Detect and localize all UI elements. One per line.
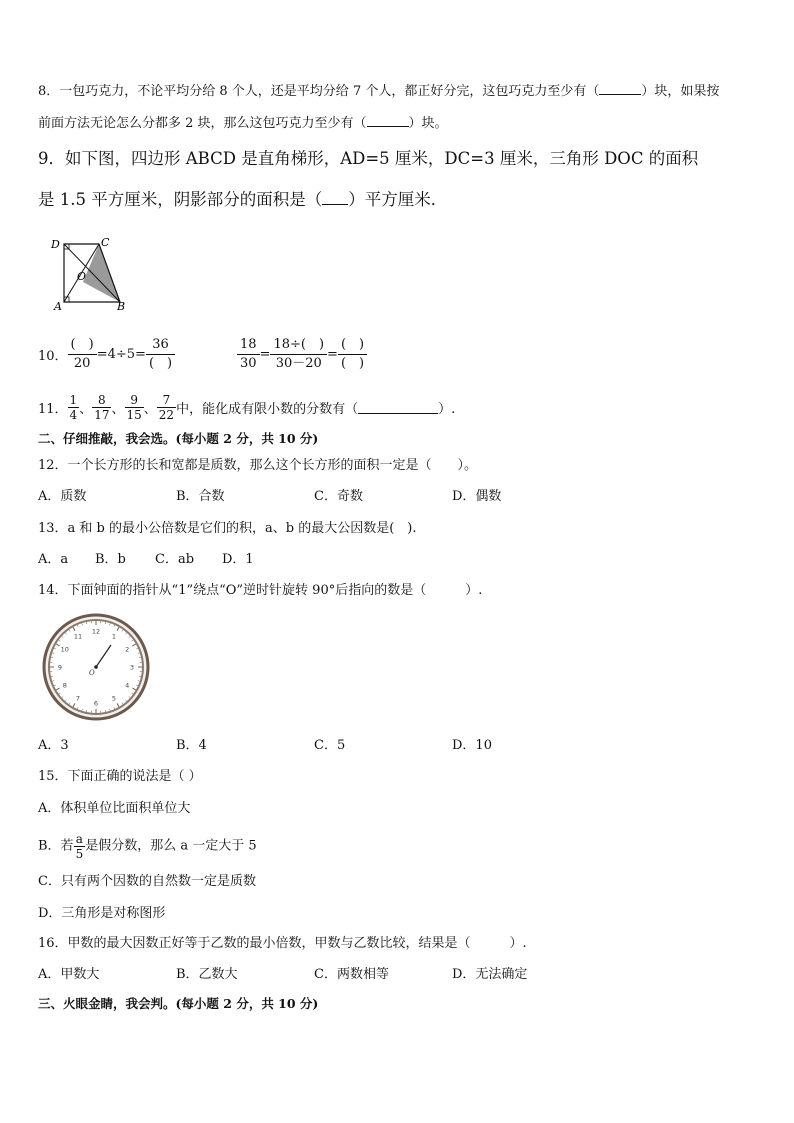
q15-b-num: a xyxy=(74,832,86,847)
q11-fraction-1 xyxy=(68,393,80,422)
q10-fraction-4 xyxy=(270,336,327,373)
question-10 xyxy=(38,336,175,373)
q16-option-b[interactable]: B．乙数大 xyxy=(176,967,238,982)
q13-option-a[interactable]: A．a xyxy=(38,552,69,567)
q11-fraction-4 xyxy=(157,393,176,422)
clock-number: 1 xyxy=(111,632,117,641)
q16-option-a[interactable]: A．甲数大 xyxy=(38,967,100,982)
q11-number: 11． xyxy=(38,402,68,417)
label-o: O xyxy=(77,270,87,283)
q11-f2-den: 17 xyxy=(94,408,110,422)
q15-option-d[interactable]: D．三角形是对称图形 xyxy=(38,906,166,921)
question-10-part-2 xyxy=(237,336,367,373)
q10-g2-den: 30－20 xyxy=(275,356,322,371)
q11-tail-b: ）. xyxy=(438,402,456,417)
clock-number: 3 xyxy=(129,663,135,672)
q11-sep-3: 、 xyxy=(143,402,157,417)
q10-blank-4[interactable]: ( ) xyxy=(338,336,367,355)
q10-fraction-2 xyxy=(146,336,175,373)
q15-option-c[interactable]: C．只有两个因数的自然数一定是质数 xyxy=(38,874,256,889)
q10-mid-text: =4÷5= xyxy=(96,347,146,362)
q16-option-c[interactable]: C．两数相等 xyxy=(314,967,389,982)
q11-sep-2: 、 xyxy=(111,402,125,417)
q8-text-d: ）块。 xyxy=(408,116,448,131)
q9-text-a: 9．如下图，四边形 ABCD 是直角梯形，AD=5 厘米，DC=3 厘米，三角形 DOC 的面积 xyxy=(38,149,699,168)
clock-number: 10 xyxy=(60,645,69,654)
trapezoid-diagram xyxy=(46,234,134,314)
q11-tail-a: 中，能化成有限小数的分数有（ xyxy=(176,402,359,417)
shaded-triangle xyxy=(83,244,120,302)
clock-number: 11 xyxy=(73,632,83,641)
q15-b-text-b: 是假分数，那么 a 一定大于 5 xyxy=(85,838,257,854)
q10-g1-den: 30 xyxy=(240,356,257,371)
q10-fraction-5 xyxy=(338,336,367,373)
question-9-line-1 xyxy=(38,148,698,170)
q10-f2-num: 36 xyxy=(146,336,175,355)
question-8-line-2 xyxy=(38,114,448,133)
q13-option-b[interactable]: B．b xyxy=(95,552,126,567)
question-12-stem: 12．一个长方形的长和宽都是质数，那么这个长方形的面积一定是（ ）。 xyxy=(38,458,478,473)
q8-answer-blank-2[interactable] xyxy=(367,114,409,127)
q11-f3-den: 15 xyxy=(126,408,142,422)
q11-fraction-3 xyxy=(125,393,144,422)
q15-b-den: 5 xyxy=(75,847,84,861)
q10-blank-3[interactable]: 18÷( ) xyxy=(270,336,327,355)
q11-answer-blank[interactable] xyxy=(358,401,438,414)
q10-equals-2: = xyxy=(327,347,338,362)
q15-b-text-a: B．若 xyxy=(38,838,74,854)
label-a: A xyxy=(54,300,62,313)
q10-blank-2[interactable]: ( ) xyxy=(148,356,173,371)
q9-text-b: 是 1.5 平方厘米，阴影部分的面积是（ xyxy=(38,190,323,209)
q12-option-c[interactable]: C．奇数 xyxy=(314,489,363,504)
q10-blank-1[interactable]: ( ) xyxy=(68,336,97,355)
question-11 xyxy=(38,393,455,422)
q12-option-a[interactable]: A．质数 xyxy=(38,489,87,504)
q11-fraction-2 xyxy=(92,393,111,422)
q10-equals-1: = xyxy=(259,347,271,362)
q8-text-a: 8．一包巧克力，不论平均分给 8 个人，还是平均分给 7 个人，都正好分完，这包巧克力至少有（ xyxy=(38,84,600,99)
question-16-stem: 16．甲数的最大因数正好等于乙数的最小倍数，甲数与乙数比较，结果是（ ）. xyxy=(38,936,527,951)
q15-option-a[interactable]: A．体积单位比面积单位大 xyxy=(38,801,191,816)
q11-f2-num: 8 xyxy=(92,393,111,408)
q13-option-c[interactable]: C．ab xyxy=(155,552,195,567)
q10-number: 10． xyxy=(38,349,68,364)
clock-number: 8 xyxy=(62,681,67,690)
q10-blank-5[interactable]: ( ) xyxy=(340,356,365,371)
q10-g1-num: 18 xyxy=(237,336,260,355)
q11-f4-num: 7 xyxy=(157,393,176,408)
q10-f1-den: 20 xyxy=(73,356,91,371)
q11-f1-den: 4 xyxy=(69,408,78,422)
question-14-stem: 14．下面钟面的指针从“1”绕点“O”逆时针旋转 90°后指向的数是（ ）. xyxy=(38,583,483,598)
q11-sep-1: 、 xyxy=(79,402,93,417)
q14-option-b[interactable]: B．4 xyxy=(176,738,207,753)
q11-f4-den: 22 xyxy=(158,408,175,422)
clock-number: 7 xyxy=(75,694,81,703)
question-15-stem: 15．下面正确的说法是（ ） xyxy=(38,769,202,784)
q12-option-d[interactable]: D．偶数 xyxy=(452,489,502,504)
label-b: B xyxy=(117,300,126,313)
q13-option-d[interactable]: D．1 xyxy=(222,552,254,567)
clock-number: 12 xyxy=(91,627,101,636)
clock-number: 6 xyxy=(93,699,99,708)
q16-option-d[interactable]: D．无法确定 xyxy=(452,967,528,982)
question-8-line-1 xyxy=(38,82,719,101)
section-2-header: 二、仔细推敲，我会选。(每小题 2 分，共 10 分) xyxy=(38,431,319,446)
q14-option-a[interactable]: A．3 xyxy=(38,738,69,753)
clock-number: 5 xyxy=(111,694,117,703)
q10-fraction-1 xyxy=(68,336,97,373)
q15-option-b[interactable] xyxy=(38,832,257,861)
q11-f1-num: 1 xyxy=(69,393,78,407)
q9-text-c: ）平方厘米． xyxy=(348,190,448,209)
clock-number: 4 xyxy=(125,681,130,690)
q8-text-c: 前面方法无论怎么分都多 2 块，那么这包巧克力至少有（ xyxy=(38,116,367,131)
diagonal-db xyxy=(64,244,120,302)
question-9-line-2 xyxy=(38,189,447,211)
clock-number: 2 xyxy=(125,645,130,654)
q9-answer-blank[interactable] xyxy=(322,190,348,205)
q14-option-c[interactable]: C．5 xyxy=(314,738,346,753)
q11-f3-num: 9 xyxy=(125,393,144,408)
q12-option-b[interactable]: B．合数 xyxy=(176,489,225,504)
q8-answer-blank-1[interactable] xyxy=(599,82,641,95)
clock-face xyxy=(40,612,152,722)
q15-b-fraction xyxy=(74,832,86,861)
q8-text-b: ）块，如果按 xyxy=(641,84,720,99)
section-3-header: 三、火眼金睛，我会判。(每小题 2 分，共 10 分) xyxy=(38,996,319,1011)
question-13-stem: 13．a 和 b 的最小公倍数是它们的积，a、b 的最大公因数是( ). xyxy=(38,521,417,536)
clock-number: 9 xyxy=(57,663,63,672)
q10-fraction-3 xyxy=(237,336,260,373)
clock-center-label: O xyxy=(89,669,95,677)
label-d: D xyxy=(51,238,60,251)
q14-option-d[interactable]: D．10 xyxy=(452,738,492,753)
label-c: C xyxy=(101,236,110,249)
